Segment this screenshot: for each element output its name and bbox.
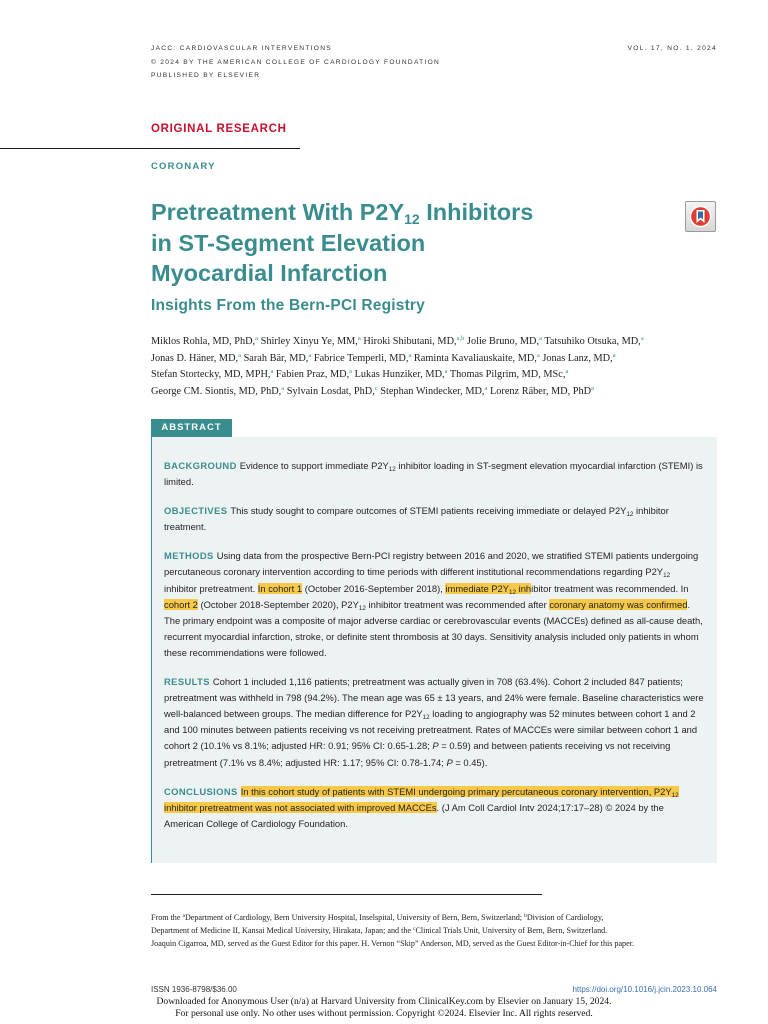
- affiliation-marker[interactable]: c: [374, 384, 378, 392]
- methods-text: inhibitor pretreatment.: [164, 582, 258, 594]
- abstract-objectives: [164, 503, 704, 535]
- journal-copyright: © 2024 BY THE AMERICAN COLLEGE OF CARDIOLOGY FOUNDATION: [151, 59, 441, 66]
- editor-note: Joaquin Cigarroa, MD, served as the Guest Editor for this paper. H. Vernon “Skip” Anderson, MD, served as the Guest Editor-in-Chief for this paper.: [151, 939, 634, 948]
- abstract-results: [164, 674, 704, 771]
- affiliation-marker[interactable]: a: [612, 351, 616, 359]
- journal-volume: VOL. 17, NO. 1, 2024: [627, 45, 717, 52]
- results-label: RESULTS: [164, 676, 210, 688]
- author-line: [151, 334, 731, 351]
- highlight-text: immediate P2Y: [445, 582, 509, 594]
- text-highlight[interactable]: In cohort 1: [257, 582, 303, 594]
- affiliation-text: From the: [151, 913, 183, 922]
- affiliation-marker[interactable]: a: [308, 351, 312, 359]
- affiliation-marker[interactable]: a: [484, 384, 488, 392]
- author-name: George CM. Siontis, MD, PhD,: [151, 385, 282, 397]
- footnote-divider: [151, 894, 542, 895]
- results-text: loading to angiography was 52 minutes between cohort 1 and 2 and 100 minutes between patients receiving vs not receiving pretreatment. Rates of MACCEs were similar between cohort 1 and cohort 2 (10.1% vs 8.1%; adjusted HR: 0.91; 95% CI: 0.65-1.28;: [164, 708, 698, 752]
- subscript: 12: [358, 604, 366, 612]
- results-text: = 0.45).: [452, 756, 488, 768]
- abstract-left-rule: [151, 437, 152, 863]
- author-name: Jonas D. Häner, MD,: [151, 352, 239, 364]
- footnotes: [151, 911, 638, 950]
- methods-text: Using data from the prospective Bern-PCI registry between 2016 and 2020, we stratified STEMI patients undergoing percutaneous coronary intervention according to time periods with different institutional recommendations regarding P2Y: [164, 550, 699, 578]
- objectives-label: OBJECTIVES: [164, 505, 228, 517]
- affiliation-marker: a: [182, 913, 185, 919]
- author-name: Thomas Pilgrim, MD, MSc,: [447, 369, 566, 381]
- author-name: Jonas Lanz, MD,: [539, 352, 613, 364]
- background-text: Evidence to support immediate P2Y: [239, 460, 389, 471]
- affiliation-marker: c: [412, 926, 416, 932]
- article-subtitle: Insights From the Bern-PCI Registry: [151, 297, 425, 314]
- methods-text: (October 2018-September 2020), P2Y: [197, 598, 359, 610]
- title-line-2: in ST-Segment Elevation: [151, 229, 426, 256]
- crossmark-badge[interactable]: [685, 201, 716, 232]
- issn: ISSN 1936-8798/$36.00: [151, 985, 237, 994]
- methods-label: METHODS: [164, 550, 214, 562]
- affiliations: [151, 911, 638, 937]
- highlight-text: inhibitor pretreatment was not associated with improved MACCEs: [164, 801, 437, 813]
- text-highlight[interactable]: coronary anatomy was confirmed: [549, 598, 688, 610]
- subscript: 12: [422, 714, 430, 722]
- download-notice-line-1: Downloaded for Anonymous User (n/a) at Harvard University from ClinicalKey.com by Elsevier on January 15, 2024.: [156, 996, 612, 1007]
- affiliation-marker[interactable]: a: [238, 351, 241, 359]
- affiliation-marker[interactable]: a: [591, 384, 594, 392]
- author-name: Fabrice Temperli, MD,: [311, 352, 409, 364]
- methods-text: inhibitor treatment was recommended after: [365, 598, 550, 610]
- section-divider: [0, 148, 300, 149]
- affiliation-marker[interactable]: a: [565, 368, 569, 376]
- abstract-methods: [164, 548, 704, 661]
- conclusions-label: CONCLUSIONS: [164, 785, 238, 797]
- author-line: [151, 351, 731, 368]
- author-name: Hiroki Shibutani, MD,: [360, 336, 457, 347]
- title-line-1a: Pretreatment With P2Y: [151, 199, 405, 225]
- article-category: CORONARY: [151, 161, 216, 172]
- highlight-text: inh: [516, 582, 532, 594]
- author-name: Stephan Windecker, MD,: [377, 385, 485, 397]
- article-title: [151, 197, 631, 289]
- methods-text: ibitor treatment was recommended. In: [531, 582, 689, 594]
- affiliation-marker: b: [524, 913, 527, 919]
- background-label: BACKGROUND: [164, 460, 237, 471]
- affiliation-marker[interactable]: a: [444, 368, 448, 376]
- author-name: Lukas Hunziker, MD,: [352, 369, 445, 381]
- title-line-3: Myocardial Infarction: [151, 260, 388, 286]
- author-name: Raminta Kavaliauskaite, MD,: [411, 352, 537, 364]
- author-name: Sarah Bär, MD,: [241, 352, 309, 364]
- affiliation-marker[interactable]: a: [640, 335, 644, 342]
- subscript: 12: [388, 466, 396, 473]
- affiliation-marker[interactable]: a: [349, 368, 353, 376]
- affiliation-marker[interactable]: a: [408, 351, 412, 359]
- subscript: 12: [663, 572, 671, 580]
- journal-publisher: PUBLISHED BY ELSEVIER: [151, 72, 261, 79]
- text-highlight[interactable]: cohort 2: [164, 598, 198, 610]
- methods-text: . The primary endpoint was a composite of major adverse cardiac or cerebrovascular events (MACCEs) defined as all-cause death, recurrent myocardial infarction, stroke, or definite stent thrombosis at 30 days. Sensitivity analysis included only patients in whom these recommendations were followed.: [164, 598, 703, 658]
- author-line: [151, 367, 731, 384]
- author-name: Tatsuhiko Otsuka, MD,: [541, 336, 641, 347]
- methods-text: (October 2016-September 2018),: [302, 582, 446, 594]
- highlight-text: In this cohort study of patients with STEMI undergoing primary percutaneous coronary intervention, P2Y: [240, 785, 672, 797]
- results-text: Cohort 1 included 1,116 patients; pretreatment was actually given in 708 (63.4%). Cohort 2 included 847 patients; pretreatment was withheld in 798 (94.2%). The mean age was 65 ± 13 years, and 24% were female. Baseline characteristics were well-balanced between groups. The median difference for P2Y: [164, 676, 704, 720]
- bookmark-crossmark-icon: [686, 202, 715, 231]
- author-name: Lorenz Räber, MD, PhD: [487, 385, 592, 397]
- affiliation-marker[interactable]: a: [536, 351, 540, 359]
- author-line: [151, 384, 731, 401]
- abstract-tab: ABSTRACT: [151, 419, 232, 437]
- author-name: Stefan Stortecky, MD, MPH,: [151, 369, 271, 381]
- affiliation-text: Clinical Trials Unit, University of Bern, Bern, Switzerland.: [415, 926, 608, 935]
- section-label: ORIGINAL RESEARCH: [151, 123, 287, 135]
- author-name: Jolie Bruno, MD,: [464, 336, 540, 347]
- objectives-text: inhibitor treatment.: [164, 505, 669, 533]
- affiliation-marker[interactable]: a: [255, 335, 259, 342]
- author-name: Fabien Praz, MD,: [273, 369, 350, 381]
- subscript: 12: [626, 511, 634, 519]
- affiliation-text: Division of Cardiology, Department of Medicine II, Kansai Medical University, Hirakata, Japan; and the: [151, 913, 604, 935]
- author-name: Shirley Xinyu Ye, MM,: [258, 336, 358, 347]
- author-name: Sylvain Losdat, PhD,: [284, 385, 375, 397]
- abstract-conclusions: [164, 784, 704, 832]
- abstract-background: [164, 458, 704, 490]
- objectives-text: This study sought to compare outcomes of STEMI patients receiving immediate or delayed P2Y: [230, 505, 627, 517]
- title-line-1b: Inhibitors: [419, 199, 534, 225]
- p-value-symbol: P: [432, 740, 439, 752]
- affiliation-marker[interactable]: a: [281, 384, 285, 392]
- author-list: [151, 334, 731, 400]
- download-notice-line-2: For personal use only. No other uses without permission. Copyright ©2024. Elsevier Inc. All rights reserved.: [175, 1008, 593, 1019]
- abstract-body: [164, 458, 704, 845]
- title-subscript: 12: [404, 211, 420, 227]
- affiliation-marker[interactable]: a: [357, 335, 361, 342]
- subscript: 12: [509, 588, 517, 596]
- journal-name: JACC: CARDIOVASCULAR INTERVENTIONS: [151, 45, 332, 52]
- p-value-symbol: P: [446, 756, 453, 768]
- affiliation-marker[interactable]: a: [539, 335, 542, 342]
- results-text: = 0.59) and between patients receiving vs not receiving pretreatment (7.1% vs 8.4%; adjusted HR: 1.17; 95% CI: 0.78-1.74;: [164, 740, 671, 768]
- author-name: Miklos Rohla, MD, PhD,: [151, 336, 256, 347]
- affiliation-marker[interactable]: a,b: [456, 335, 465, 342]
- doi-link[interactable]: https://doi.org/10.1016/j.jcin.2023.10.064: [572, 985, 717, 994]
- affiliation-text: Department of Cardiology, Bern University Hospital, Inselspital, University of Bern, Bern, Switzerland;: [184, 913, 525, 922]
- affiliation-marker[interactable]: a: [270, 368, 274, 376]
- background-text: inhibitor loading in ST-segment elevation myocardial infarction (STEMI) is limited.: [164, 460, 703, 488]
- text-highlight[interactable]: [445, 583, 531, 594]
- conclusions-text: . (J Am Coll Cardiol Intv 2024;17:17–28) © 2024 by the American College of Cardiology Foundation.: [164, 801, 664, 829]
- subscript: 12: [671, 791, 679, 799]
